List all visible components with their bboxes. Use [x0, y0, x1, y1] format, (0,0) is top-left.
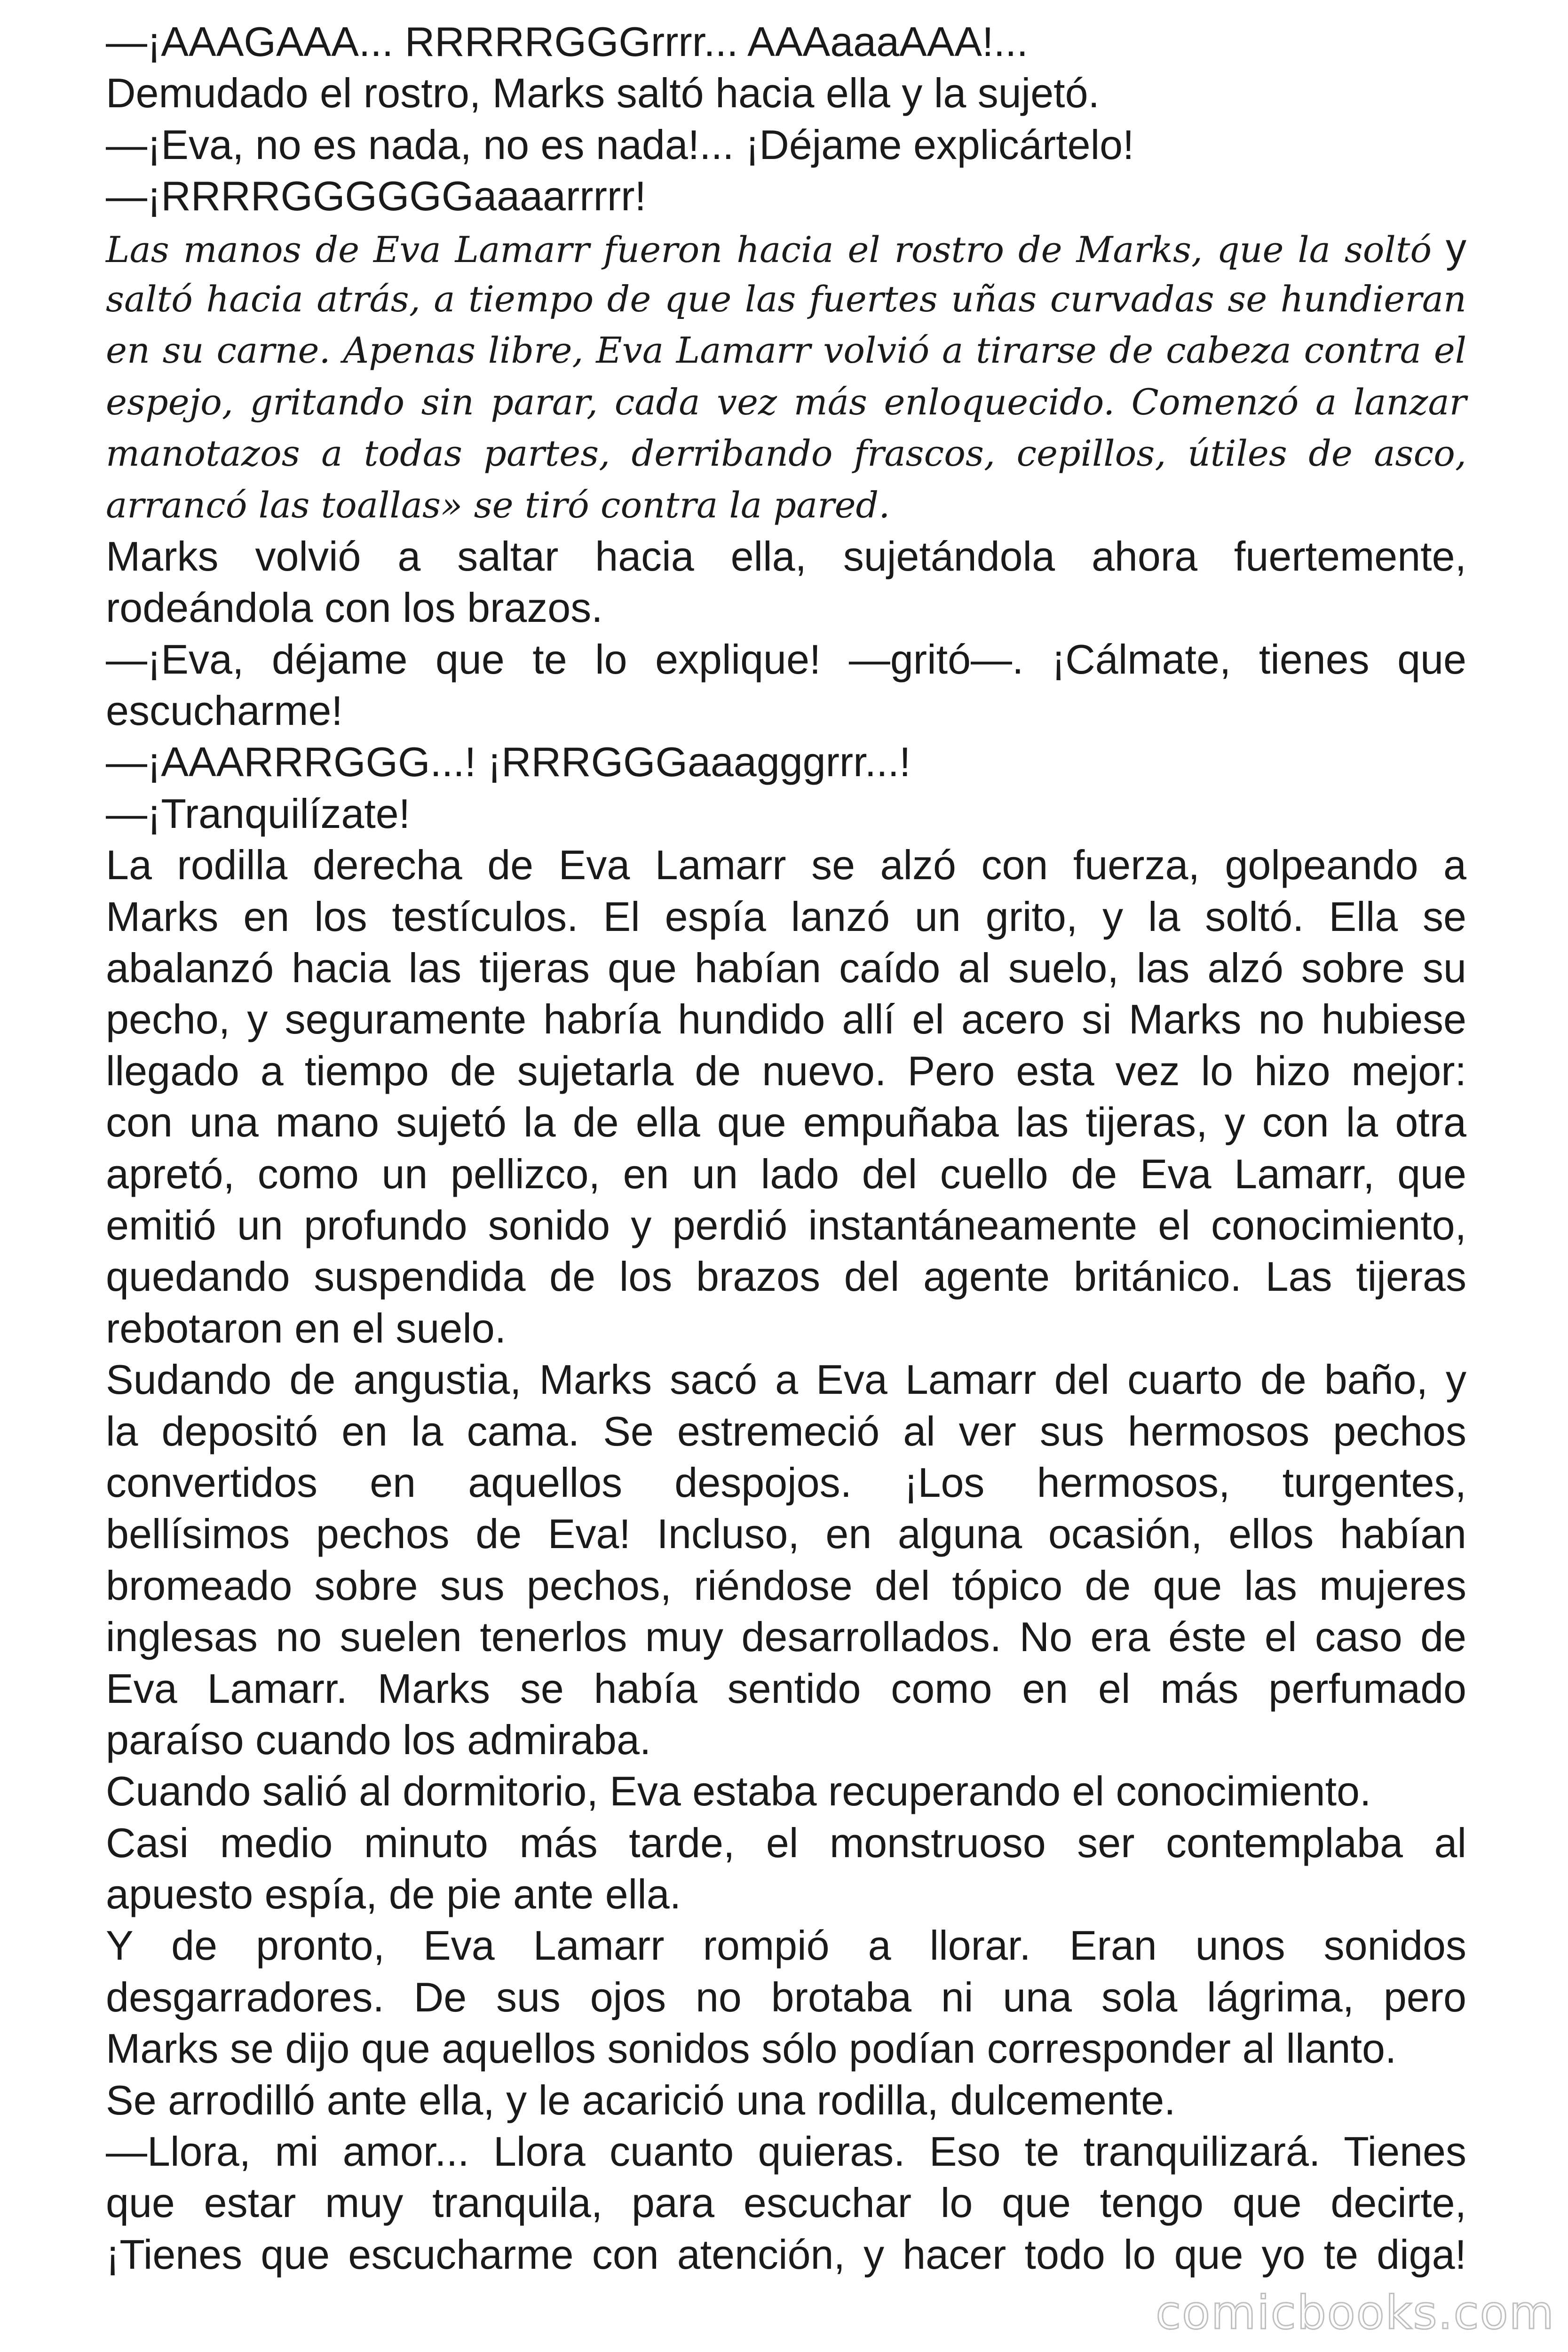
- text-line: —¡AAARRRGGG...! ¡RRRGGGaaagggrrr...!: [106, 739, 911, 786]
- text-line-italic: saltó hacia atrás, a tiempo de que las fuertes uñas curvadas se hundieran: [106, 278, 1466, 320]
- text-line: Demudado el rostro, Marks saltó hacia ella y la sujetó.: [106, 70, 1100, 117]
- text-line: rodeándola con los brazos.: [106, 584, 603, 631]
- text-line: —Llora, mi amor... Llora cuanto quieras. Eso te tranquilizará. Tienes: [106, 2128, 1466, 2175]
- text-line: bellísimos pechos de Eva! Incluso, en alguna ocasión, ellos habían: [106, 1510, 1466, 1557]
- text-line: desgarradores. De sus ojos no brotaba ni una sola lágrima, pero: [106, 1973, 1466, 2020]
- watermark: comicbooks.com: [1156, 2286, 1555, 2340]
- text-line-italic: en su carne. Apenas libre, Eva Lamarr volvió a tirarse de cabeza contra el: [106, 329, 1466, 372]
- text-line: apretó, como un pellizco, en un lado del cuello de Eva Lamarr, que: [106, 1150, 1466, 1197]
- text-line: bromeado sobre sus pechos, riéndose del tópico de que las mujeres: [106, 1562, 1466, 1609]
- text-line: con una mano sujetó la de ella que empuñaba las tijeras, y con la otra: [106, 1099, 1466, 1146]
- text-line: Marks se dijo que aquellos sonidos sólo podían corresponder al llanto.: [106, 2025, 1397, 2072]
- text-line: Eva Lamarr. Marks se había sentido como en el más perfumado: [106, 1665, 1466, 1712]
- text-line: —¡AAAGAAA... RRRRRGGGrrrr... AAAaaaAAA!...: [106, 18, 1028, 65]
- text-line: rebotaron en el suelo.: [106, 1304, 507, 1351]
- text-line: emitió un profundo sonido y perdió instantáneamente el conocimiento,: [106, 1201, 1466, 1248]
- text-line: llegado a tiempo de sujetarla de nuevo. Pero esta vez lo hizo mejor:: [106, 1047, 1466, 1094]
- text-line: quedando suspendida de los brazos del agente británico. Las tijeras: [106, 1253, 1466, 1300]
- text-line-italic: arrancó las toallas» se tiró contra la pared.: [106, 484, 890, 526]
- text-line: La rodilla derecha de Eva Lamarr se alzó con fuerza, golpeando a: [106, 842, 1466, 889]
- text-line: abalanzó hacia las tijeras que habían caído al suelo, las alzó sobre su: [106, 945, 1466, 992]
- text-line: apuesto espía, de pie ante ella.: [106, 1871, 681, 1918]
- text-page: [106, 16, 1466, 2335]
- text-line: —¡Eva, no es nada, no es nada!... ¡Déjame explicártelo!: [106, 121, 1134, 168]
- text-line-italic: espejo, gritando sin parar, cada vez más enloquecido. Comenzó a lanzar: [106, 381, 1466, 423]
- text-line: Se arrodilló ante ella, y le acarició una rodilla, dulcemente.: [106, 2076, 1176, 2123]
- text-line-italic: [106, 222, 1466, 273]
- text-line: —¡Tranquilízate!: [106, 790, 411, 837]
- text-line: Marks volvió a saltar hacia ella, sujetándola ahora fuertemente,: [106, 532, 1466, 580]
- text-line: Sudando de angustia, Marks sacó a Eva Lamarr del cuarto de baño, y: [106, 1356, 1466, 1403]
- text-line: Y de pronto, Eva Lamarr rompió a llorar. Eran unos sonidos: [106, 1922, 1466, 1969]
- text-line: que estar muy tranquila, para escuchar lo que tengo que decirte,: [106, 2179, 1466, 2226]
- upright-word: y: [1445, 224, 1466, 271]
- italic-line-text: Las manos de Eva Lamarr fueron hacia el rostro de Marks, que la soltó: [106, 228, 1432, 270]
- text-line: Marks en los testículos. El espía lanzó un grito, y la soltó. Ella se: [106, 893, 1466, 940]
- text-line: la depositó en la cama. Se estremeció al ver sus hermosos pechos: [106, 1407, 1466, 1454]
- text-line: —¡Eva, déjame que te lo explique! —gritó—. ¡Cálmate, tienes que: [106, 636, 1466, 683]
- text-line: Casi medio minuto más tarde, el monstruoso ser contemplaba al: [106, 1819, 1466, 1866]
- text-line: convertidos en aquellos despojos. ¡Los hermosos, turgentes,: [106, 1459, 1466, 1506]
- text-line: paraíso cuando los admiraba.: [106, 1716, 651, 1763]
- text-line: ¡Tienes que escucharme con atención, y hacer todo lo que yo te diga!: [106, 2231, 1466, 2278]
- text-line: inglesas no suelen tenerlos muy desarrollados. No era éste el caso de: [106, 1613, 1466, 1661]
- text-line: Cuando salió al dormitorio, Eva estaba recuperando el conocimiento.: [106, 1768, 1371, 1815]
- text-line: escucharme!: [106, 687, 343, 734]
- text-line: pecho, y seguramente habría hundido allí el acero si Marks no hubiese: [106, 996, 1466, 1043]
- text-line-italic: manotazos a todas partes, derribando frascos, cepillos, útiles de asco,: [106, 432, 1466, 475]
- text-line: —¡RRRRGGGGGGaaaarrrrr!: [106, 173, 646, 220]
